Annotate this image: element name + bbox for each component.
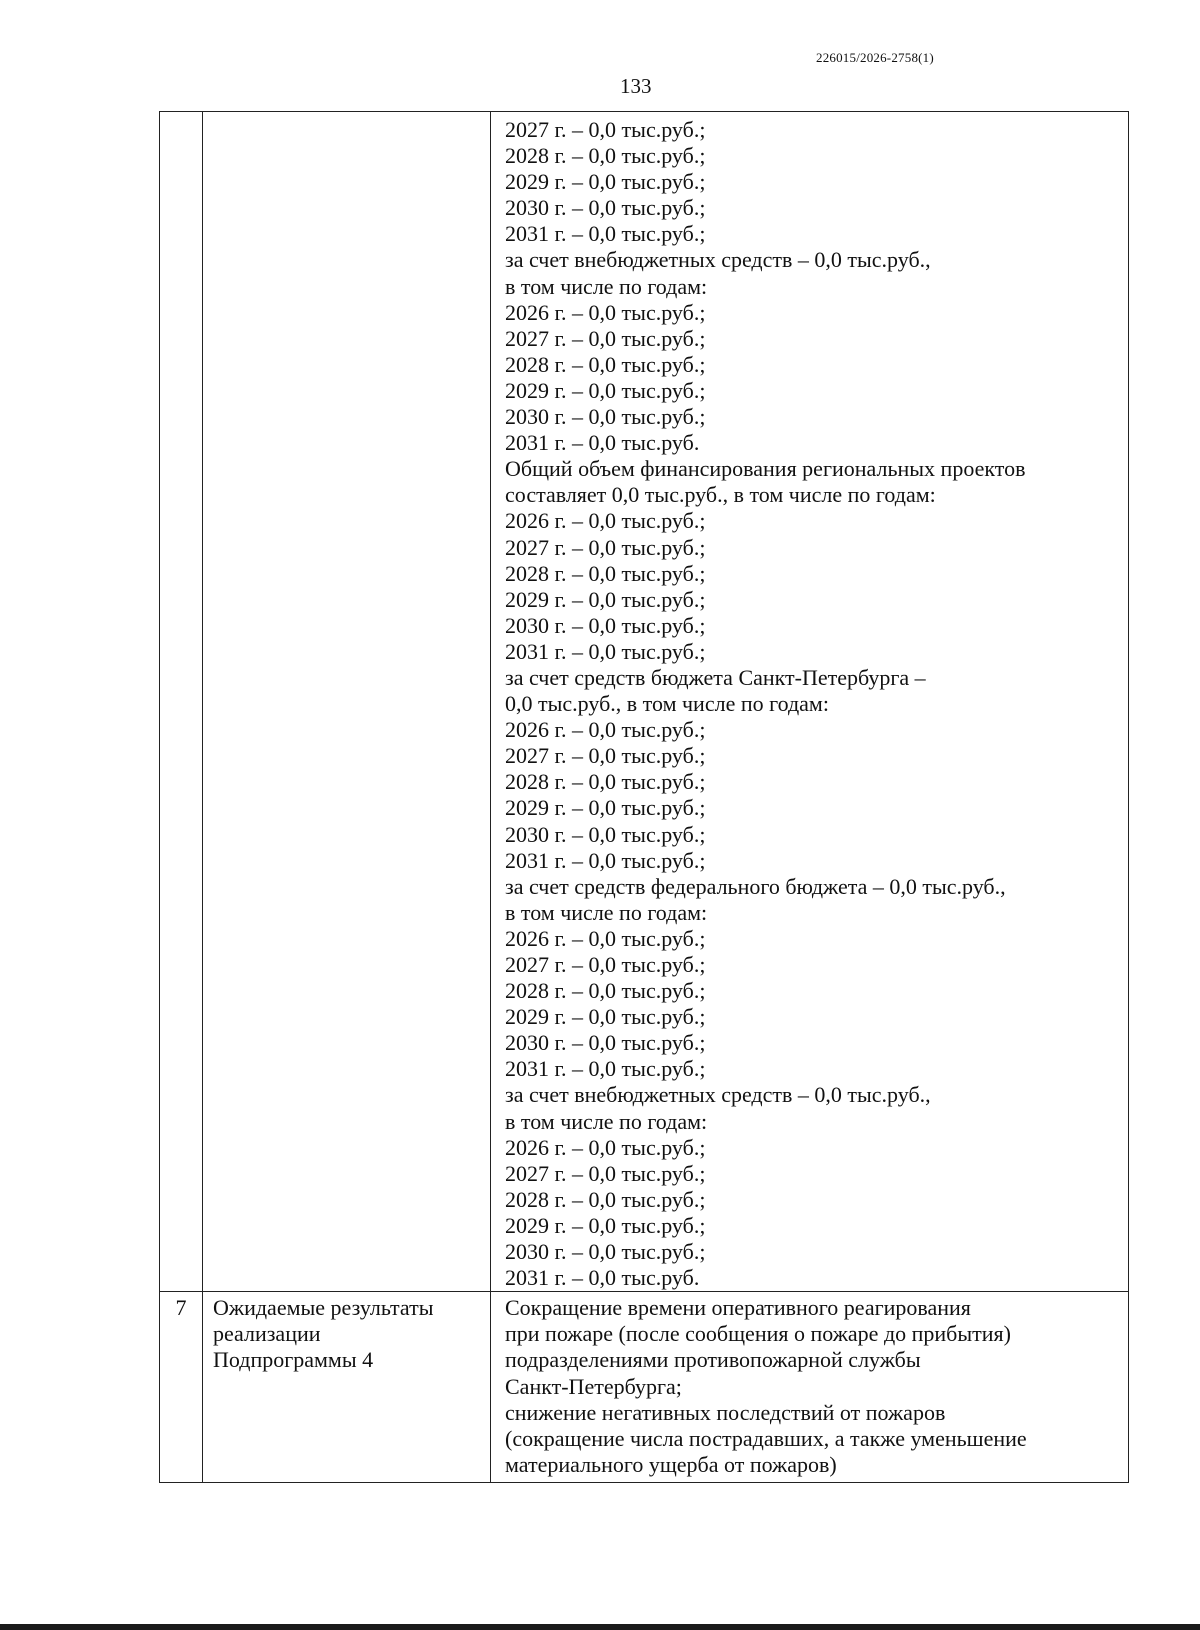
text-line: 2030 г. – 0,0 тыс.руб.;: [505, 195, 706, 221]
text-line: 2028 г. – 0,0 тыс.руб.;: [505, 769, 706, 795]
text-line: 2027 г. – 0,0 тыс.руб.;: [505, 1160, 706, 1186]
text-line: при пожаре (после сообщения о пожаре до прибытия): [505, 1321, 1011, 1347]
text-line: 2027 г. – 0,0 тыс.руб.;: [505, 534, 706, 560]
table-row-7: [160, 1291, 1128, 1482]
text-line: за счет внебюджетных средств – 0,0 тыс.руб.,: [505, 247, 931, 273]
text-line: 2029 г. – 0,0 тыс.руб.;: [505, 795, 706, 821]
text-line: 2028 г. – 0,0 тыс.руб.;: [505, 1186, 706, 1212]
text-line: реализации: [213, 1321, 321, 1347]
financing-details-cell: [491, 112, 1128, 1291]
document-id: 226015/2026-2758(1): [816, 50, 934, 65]
text-line: 2031 г. – 0,0 тыс.руб.: [505, 430, 700, 456]
text-line: 2030 г. – 0,0 тыс.руб.;: [505, 612, 706, 638]
text-line: Подпрограммы 4: [213, 1347, 374, 1373]
text-line: 2027 г. – 0,0 тыс.руб.;: [505, 117, 706, 142]
text-line: 2030 г. – 0,0 тыс.руб.;: [505, 1030, 706, 1056]
text-line: Санкт-Петербурга;: [505, 1373, 682, 1399]
text-line: 2026 г. – 0,0 тыс.руб.;: [505, 925, 706, 951]
text-line: 2026 г. – 0,0 тыс.руб.;: [505, 508, 706, 534]
scan-edge-bar: [0, 1624, 1200, 1630]
text-line: в том числе по годам:: [505, 899, 708, 925]
text-line: 2026 г. – 0,0 тыс.руб.;: [505, 717, 706, 743]
text-line: Общий объем финансирования региональных проектов: [505, 456, 1026, 482]
text-line: 2031 г. – 0,0 тыс.руб.;: [505, 847, 706, 873]
text-line: составляет 0,0 тыс.руб., в том числе по годам:: [505, 482, 936, 508]
text-line: 2031 г. – 0,0 тыс.руб.;: [505, 1056, 706, 1082]
text-line: 2028 г. – 0,0 тыс.руб.;: [505, 978, 706, 1004]
text-line: 2031 г. – 0,0 тыс.руб.;: [505, 638, 706, 664]
text-line: 2030 г. – 0,0 тыс.руб.;: [505, 1239, 706, 1265]
text-line: 2027 г. – 0,0 тыс.руб.;: [505, 952, 706, 977]
text-line: 2027 г. – 0,0 тыс.руб.;: [505, 325, 706, 351]
text-line: 2027 г. – 0,0 тыс.руб.;: [505, 743, 706, 769]
text-line: 2029 г. – 0,0 тыс.руб.;: [505, 169, 706, 195]
text-line: в том числе по годам:: [505, 273, 708, 299]
table-row-continued: [160, 112, 1128, 1291]
text-line: Сокращение времени оперативного реагирования: [505, 1295, 971, 1321]
text-line: за счет средств федерального бюджета – 0,0 тыс.руб.,: [505, 873, 1006, 899]
text-line: 2029 г. – 0,0 тыс.руб.;: [505, 1004, 706, 1030]
text-line: 2029 г. – 0,0 тыс.руб.;: [505, 377, 706, 403]
program-table: [159, 111, 1129, 1483]
text-line: 2030 г. – 0,0 тыс.руб.;: [505, 404, 706, 430]
text-line: 2028 г. – 0,0 тыс.руб.;: [505, 560, 706, 586]
row-number-cell: [160, 112, 203, 1291]
text-line: в том числе по годам:: [505, 1108, 708, 1134]
text-line: Ожидаемые результаты: [213, 1295, 434, 1321]
text-line: 2029 г. – 0,0 тыс.руб.;: [505, 586, 706, 612]
expected-results-label-cell: [203, 1292, 491, 1482]
row-name-cell: [203, 112, 491, 1291]
text-line: 2026 г. – 0,0 тыс.руб.;: [505, 299, 706, 325]
text-line: за счет средств бюджета Санкт-Петербурга –: [505, 664, 926, 690]
text-line: снижение негативных последствий от пожаров: [505, 1399, 946, 1425]
row-number-cell: 7: [160, 1292, 203, 1482]
text-line: 0,0 тыс.руб., в том числе по годам:: [505, 691, 829, 717]
text-line: за счет внебюджетных средств – 0,0 тыс.руб.,: [505, 1082, 931, 1108]
text-line: 2031 г. – 0,0 тыс.руб.: [505, 1265, 700, 1291]
text-line: 2030 г. – 0,0 тыс.руб.;: [505, 821, 706, 847]
text-line: 2028 г. – 0,0 тыс.руб.;: [505, 143, 706, 169]
text-line: материального ущерба от пожаров): [505, 1451, 837, 1477]
text-line: (сокращение числа пострадавших, а также уменьшение: [505, 1425, 1027, 1451]
text-line: подразделениями противопожарной службы: [505, 1347, 921, 1373]
page-number: 133: [620, 74, 652, 98]
text-line: 2026 г. – 0,0 тыс.руб.;: [505, 1134, 706, 1160]
text-line: 2029 г. – 0,0 тыс.руб.;: [505, 1212, 706, 1238]
text-line: 2028 г. – 0,0 тыс.руб.;: [505, 351, 706, 377]
expected-results-cell: [491, 1292, 1128, 1482]
text-line: 2031 г. – 0,0 тыс.руб.;: [505, 221, 706, 247]
